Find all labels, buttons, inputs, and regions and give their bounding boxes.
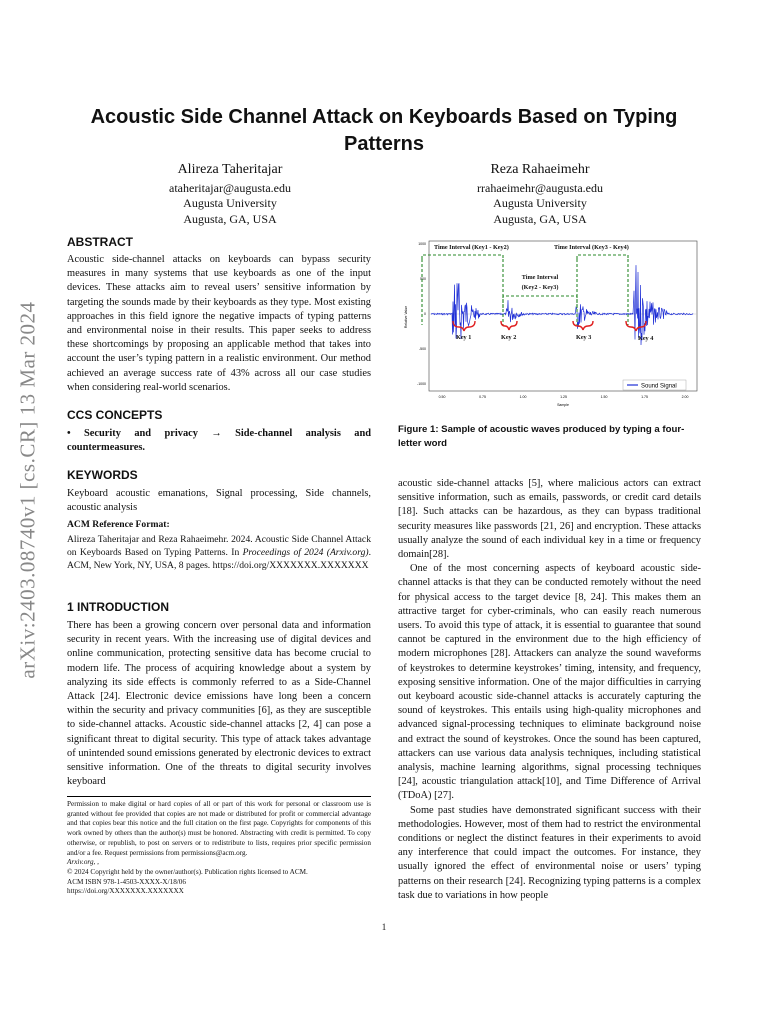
right-column-text xyxy=(398,477,701,903)
x-tick-label: 0.50 xyxy=(438,395,446,399)
right-paragraph-1: acoustic side-channel attacks [5], where malicious actors can extract sensitive information, such as emails, passwords, or credit card details [18]. Such attacks can be hazardous, as they can bypass traditional security measures like passwords [21, 26] and encryption. These attacks usually analyze the sound of each individual key in a time or frequency domain[28]. xyxy=(398,478,701,561)
intro-heading: 1 INTRODUCTION xyxy=(67,600,169,614)
x-tick-label: 1.25 xyxy=(560,395,567,399)
x-tick-label: 2.00 xyxy=(681,395,689,399)
acm-ref-text xyxy=(67,533,371,573)
key-label-2: Key 2 xyxy=(501,334,517,341)
figure-1-caption: Figure 1: Sample of acoustic waves produced by typing a four-letter word xyxy=(398,424,685,449)
footnote-copyright: © 2024 Copyright held by the owner/author(s). Publication rights licensed to ACM. xyxy=(67,867,308,876)
acm-ref-text-b: . ACM, New York, NY, USA, 8 pages. https://doi.org/XXXXXXX.XXXXXXX xyxy=(67,547,371,572)
interval-label-2-line2: (Key2 - Key3) xyxy=(521,284,559,291)
key-label-4: Key 4 xyxy=(638,335,654,342)
key-label-1: Key 1 xyxy=(456,334,472,341)
intro-text: There has been a growing concern over personal data and information security in recent years. With the increasing use of digital devices and online communication, protecting sensitive data has become crucial to modern life. The process of acquiring knowledge about a system by analyzing its side effects is commonly referred to as a Side-Channel Attack [24]. Electronic device emissions have long been a concern within the security and privacy communities [6], as they are susceptible to side-channel attacks. Acoustic side-channel attacks [2, 4] can pose a significant threat to digital security. This type of attack takes advantage of unintended sound emissions generated by electronic devices to extract sensitive information. One of the threats to digital security involves keyboard xyxy=(67,620,371,788)
x-axis-label: Sample xyxy=(557,403,569,407)
interval-label-1: Time Interval (Key1 - Key2) xyxy=(434,244,509,251)
key-label-3: Key 3 xyxy=(576,334,592,341)
author-location: Augusta, GA, USA xyxy=(183,211,277,226)
legend-label: Sound Signal xyxy=(641,383,677,390)
paper-title: Acoustic Side Channel Attack on Keyboards Based on Typing Patterns xyxy=(90,106,678,155)
x-tick-label: 1.00 xyxy=(519,395,527,399)
right-paragraph-2: One of the most concerning aspects of keyboard acoustic side-channel attacks is that they can be conducted remotely without the need for physical access to the target device [8, 24]. This makes them an attractive target for cyber-criminals, who can easily reach numerous users. To avoid this type of attack, it is essential to guarantee that sound cannot be captured in the environment due to the high efficiency of modern microphones [28]. Attackers can analyze the sound waveforms of keystrokes to determine keystrokes’ timing, intensity, and frequency, exposing sensitive information. One of the major difficulties in carrying out keyboard acoustic side-channel attacks is accurately capturing the sound of keystrokes. This entails using high-quality microphones and advanced signal-processing techniques to eliminate background noise and extract the sound of keystrokes. Once the sound has been captured, attackers can use various data analysis techniques, including statistical analysis, machine learning algorithms, signal processing techniques [24], acoustic triangulation attack[10], and Time Difference of Arrival (TDoA) [27]. xyxy=(398,563,701,802)
footnote-permission: Permission to make digital or hard copies of all or part of this work for personal or classroom use is granted without fee provided that copies are not made or distributed for profit or commercial advantage and that copies bear this notice and the full citation on the first page. Copyrights for components of this work owned by others than the author(s) must be honored. Abstracting with credit is permitted. To copy otherwise, or republish, to post on servers or to redistribute to lists, requires prior specific permission and/or a fee. Request permissions from permissions@acm.org. xyxy=(67,800,371,857)
keywords-text: Keyboard acoustic emanations, Signal processing, Side channels, acoustic analysis xyxy=(67,488,371,514)
acm-ref-heading: ACM Reference Format: xyxy=(67,519,170,530)
y-tick-label: -500 xyxy=(418,347,426,352)
author-name: Reza Rahaeimehr xyxy=(490,162,590,177)
y-tick-label: 1000 xyxy=(418,242,426,247)
page-number: 1 xyxy=(381,922,387,932)
footnote-divider xyxy=(67,796,371,797)
author-2 xyxy=(420,162,660,227)
figure-1-plot xyxy=(397,237,701,409)
y-tick-label: -1000 xyxy=(417,382,426,387)
footnote-isbn: ACM ISBN 978-1-4503-XXXX-X/18/06 xyxy=(67,877,186,886)
ccs-text: • Security and privacy → Side-channel analysis and countermeasures. xyxy=(67,428,371,454)
right-paragraph-3: Some past studies have demonstrated significant success with their methodologies. However, most of them had to restrict the environmental conditions or neglect the distinct features in their experiments to avoid any interference that could impact the outcomes. For instance, they usually ignored the effect of environmental noise or users’ typing patterns on their research [24]. Recognizing typing patterns is a complex task due to variations in how people xyxy=(398,804,701,901)
plot-legend xyxy=(623,380,686,390)
author-name: Alireza Taheritajar xyxy=(177,162,283,177)
y-tick-label: 500 xyxy=(420,277,426,282)
x-ticks xyxy=(439,395,689,399)
abstract-text: Acoustic side-channel attacks on keyboards can bypass security measures in many systems that use keyboards as one of the input devices. These attacks aim to reveal users’ sensitive information by targeting the sounds made by their keyboards as they type. Most existing approaches in this field ignore the negative impacts of typing patterns and environmental noise in their results. This paper seeks to address these shortcomings by proposing an applicable method that takes into account the user’s typing pattern in a realistic environment. Our method achieved an average success rate of 43% across all our case studies when considering real-world scenarios. xyxy=(67,254,371,393)
x-tick-label: 0.75 xyxy=(479,395,486,399)
interval-label-2-line1: Time Interval xyxy=(521,274,559,281)
author-affiliation: Augusta University xyxy=(183,196,277,210)
acm-ref-text-a: Alireza Taheritajar and Reza Rahaeimehr. 2024. Acoustic Side Channel Attack on Keyboards Based on Typing Patterns. In xyxy=(67,534,371,559)
acm-ref-venue: Proceedings of 2024 (Arxiv.org) xyxy=(242,547,369,559)
author-1 xyxy=(110,162,350,227)
interval-label-3: Time Interval (Key3 - Key4) xyxy=(554,244,629,251)
author-location: Augusta, GA, USA xyxy=(493,211,587,226)
author-affiliation: Augusta University xyxy=(493,196,587,210)
author-email[interactable]: rrahaeimehr@augusta.edu xyxy=(477,180,603,195)
author-email[interactable]: ataheritajar@augusta.edu xyxy=(169,180,291,195)
abstract-heading: ABSTRACT xyxy=(67,235,133,249)
x-tick-label: 1.75 xyxy=(641,395,648,399)
footnote-venue: Arxiv.org, , xyxy=(67,858,99,867)
footnote-doi[interactable]: https://doi.org/XXXXXXX.XXXXXXX xyxy=(67,887,184,896)
keywords-heading: KEYWORDS xyxy=(67,468,138,482)
footnote xyxy=(67,800,371,897)
arxiv-stamp-text: arXiv:2403.08740v1 [cs.CR] 13 Mar 2024 xyxy=(15,301,40,679)
arxiv-stamp xyxy=(8,240,48,740)
y-axis-label: Relative Value xyxy=(404,305,408,329)
x-tick-label: 1.50 xyxy=(600,395,608,399)
y-tick-label: 0 xyxy=(424,312,426,317)
ccs-heading: CCS CONCEPTS xyxy=(67,408,163,422)
